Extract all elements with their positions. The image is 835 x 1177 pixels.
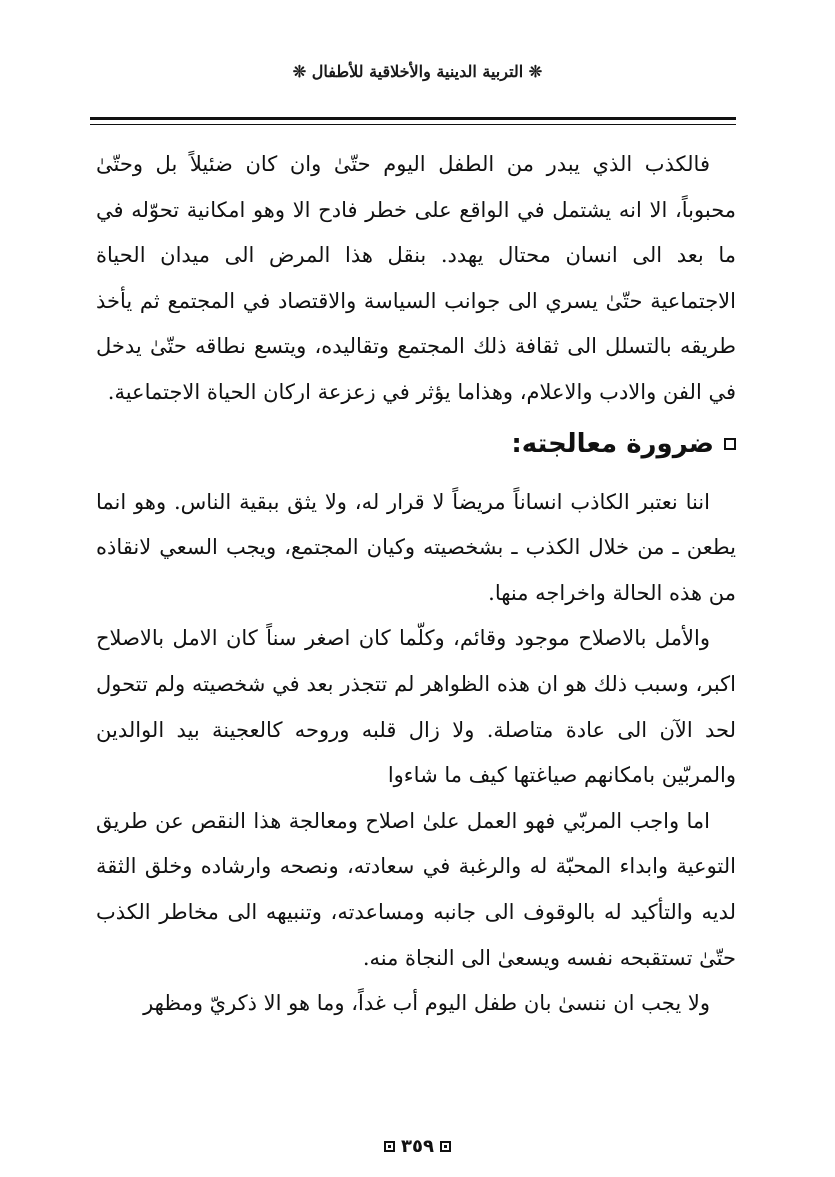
- paragraph: ولا يجب ان ننسىٰ بان طفل اليوم أب غداً، وما هو الا ذكريّ ومظهر: [143, 991, 710, 1016]
- running-title: ❊ التربية الدينية والأخلاقية للأطفال ❊: [292, 62, 543, 81]
- square-bullet-icon: [724, 438, 736, 450]
- page-number-text: ٣٥٩: [401, 1136, 434, 1157]
- paragraph: اما واجب المربّي فهو العمل علىٰ اصلاح ومعالجة هذا النقص عن طريق التوعية وابداء المحبّة له والرغبة في سعادته، ونصحه وارشاده وخلق الثقة لديه والتأكيد له بالوقوف الى جانبه ومساعدته، وتنبيهه الى مخاطر الكذب حتّىٰ تستقبحه نفسه ويسعىٰ الى النجاة منه.: [96, 808, 736, 970]
- section-heading-text: ضرورة معالجته:: [511, 428, 714, 459]
- section-heading: [96, 422, 736, 466]
- square-ornament-icon: [440, 1141, 451, 1152]
- square-ornament-icon: [384, 1141, 395, 1152]
- header-rule-thin: [90, 124, 736, 125]
- paragraph: فالكذب الذي يبدر من الطفل اليوم حتّىٰ وان كان ضئيلاً بل وحتّىٰ محبوباً، الا انه يشتمل في الواقع على خطر فادح الا وهو امكانية تحوّله في ما بعد الى انسان محتال يهدد. بنقل هذا المرض الى ميدان الحياة الاجتماعية حتّىٰ يسري الى جوانب السياسة والاقتصاد في المجتمع ثم يأخذ طريقه بالتسلل الى ثقافة ذلك المجتمع وتقاليده، ويتسع نطاقه حتّىٰ يدخل في الفن والادب والاعلام، وهذاما يؤثر في زعزعة اركان الحياة الاجتماعية.: [96, 152, 736, 404]
- paragraph: اننا نعتبر الكاذب انساناً مريضاً لا قرار له، ولا يثق ببقية الناس. وهو انما يطعن ـ من خلال الكذب ـ بشخصيته وكيان المجتمع، ويجب السعي لانقاذه من هذه الحالة واخراجه منها.: [96, 489, 736, 605]
- header-rule-thick: [90, 117, 736, 120]
- paragraph: والأمل بالاصلاح موجود وقائم، وكلّما كان اصغر سناً كان الامل بالاصلاح اكبر، وسبب ذلك هو ان هذه الظواهر لم تتجذر بعد في شخصيته ولم تتحول لحد الآن الى عادة متاصلة. ولا زال قلبه وروحه كالعجينة بيد الوالدين والمربّين بامكانهم صياغتها كيف ما شاءوا: [96, 626, 736, 788]
- page-number: [0, 1136, 835, 1157]
- body-text: [96, 142, 736, 1027]
